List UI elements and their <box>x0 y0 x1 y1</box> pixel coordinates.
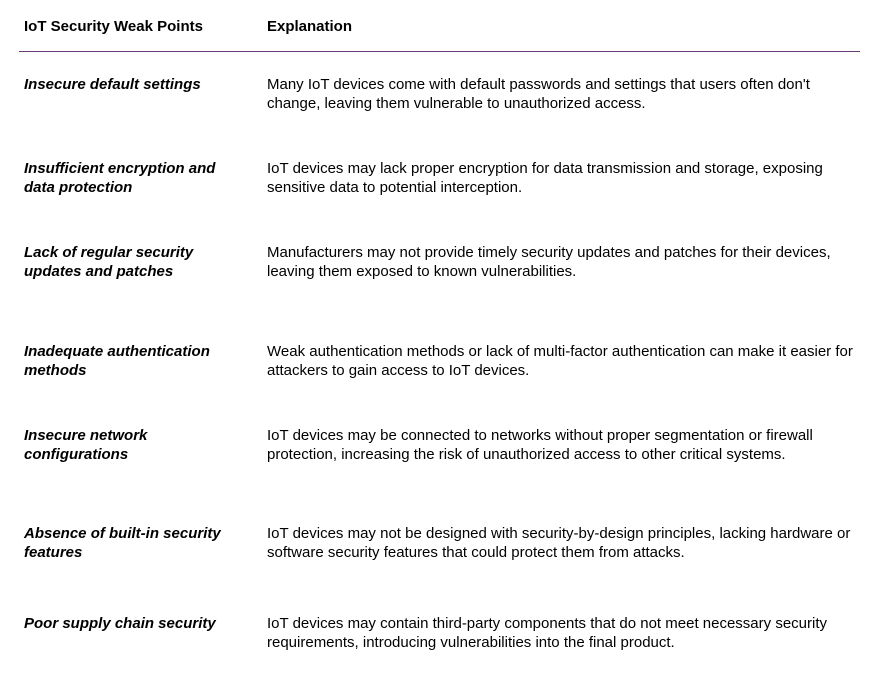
explanation-text: IoT devices may contain third-party components that do not meet necessary security requirements, introducing vulnerabilities into the final product. <box>267 615 827 651</box>
weak-point-label: Inadequate authentication methods <box>24 343 210 379</box>
explanation-text: IoT devices may lack proper encryption for data transmission and storage, exposing sensitive data to potential interception. <box>267 160 823 196</box>
explanation-text: Many IoT devices come with default passwords and settings that users often don't change, leaving them vulnerable to unauthorized access. <box>267 76 810 112</box>
weak-point-label: Poor supply chain security <box>24 615 216 632</box>
explanation-text: IoT devices may be connected to networks without proper segmentation or firewall protection, increasing the risk of unauthorized access to other critical systems. <box>267 427 813 463</box>
weak-point-label: Insecure network configurations <box>24 427 148 463</box>
weak-point-label: Lack of regular security updates and patches <box>24 244 194 280</box>
explanation-text: Manufacturers may not provide timely security updates and patches for their devices, leaving them exposed to known vulnerabilities. <box>267 244 831 280</box>
explanation-text: Weak authentication methods or lack of multi-factor authentication can make it easier for attackers to gain access to IoT devices. <box>267 343 853 379</box>
explanation-text: IoT devices may not be designed with security-by-design principles, lacking hardware or software security features that could protect them from attacks. <box>267 525 851 561</box>
column-header-explanation: Explanation <box>267 18 353 35</box>
weak-point-label: Insufficient encryption and data protection <box>24 160 216 196</box>
table-header <box>0 18 874 38</box>
weak-point-label: Absence of built-in security features <box>24 525 221 561</box>
weak-point-label: Insecure default settings <box>24 76 201 93</box>
header-divider <box>19 51 860 52</box>
column-header-weak-points: IoT Security Weak Points <box>24 18 203 35</box>
